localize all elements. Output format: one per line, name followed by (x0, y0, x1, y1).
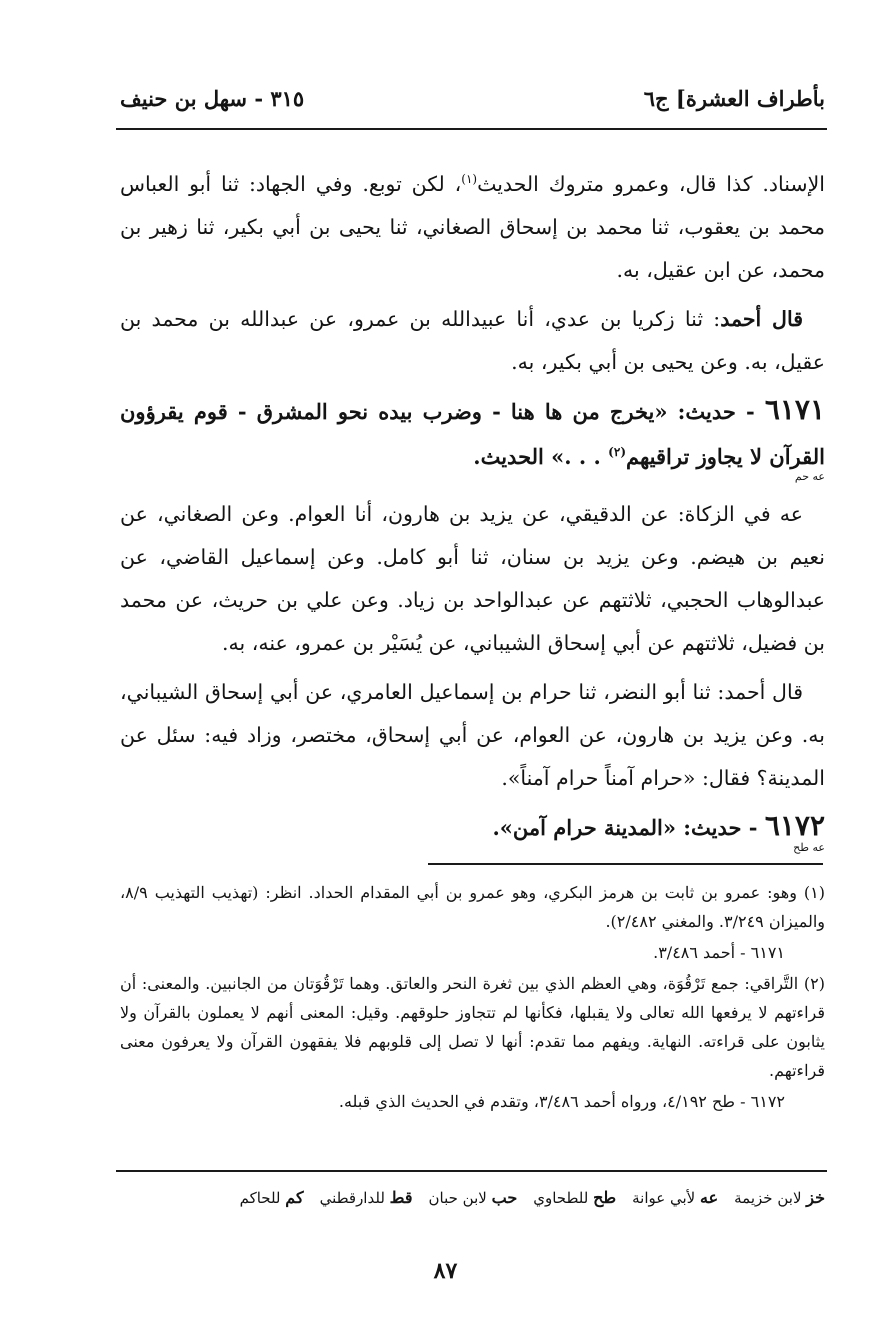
legend-rule (116, 1170, 827, 1172)
footnote-ref-1: (١) (461, 172, 478, 186)
legend-item: طح للطحاوي (533, 1188, 617, 1207)
footnote-ref-2: (٢) (608, 444, 626, 459)
legend-item: عه لأبي عوانة (632, 1188, 719, 1207)
footnote-ref-6171: ٦١٧١ - أحمد ٣/٤٨٦. (653, 943, 785, 962)
header-chapter-title: ٣١٥ - سهل بن حنيف (120, 85, 305, 111)
paragraph-ahmad-2: قال أحمد: ثنا أبو النضر، ثنا حرام بن إسماعيل العامري، عن أبي إسحاق الشيباني، به. وعن يزيد بن هارون، عن العوام، عن أبي إسحاق، مختصر، وزاد فيه: سئل عن المدينة؟ فقال: «حرام آمناً حرام آمناً». (120, 679, 825, 790)
abbreviation-legend (118, 1188, 825, 1207)
footnote-2: (٢) التَّراقي: جمع تَرْقُوَة، وهي العظم الذي بين ثغرة النحر والعاتق. وهما تَرْقُوَتان من الجانبين. والمعنى: أن قراءتهم لا يرفعها الله تعالى ولا يقبلها، فكأنها لم تتجاوز حلوقهم. وقيل: المعنى أنهم لا يعملون بالقرآن ولا يثابون على قراءته. النهاية. ويفهم مما تقدم: أنها لا تصل إلى قلوبهم فلا يفقهون القرآن ولا يعرفون معنى قراءتهم. (120, 974, 825, 1080)
hadith-6171 (120, 390, 825, 483)
hadith-text: - حديث: «المدينة حرام آمن». (492, 814, 758, 840)
hadith-number: ٦١٧١ (764, 392, 825, 426)
hadith-sigla: عه طح (793, 840, 825, 854)
legend-item: حب لابن حبان (428, 1188, 518, 1207)
main-text (120, 158, 825, 864)
footnote-ref-6172: ٦١٧٢ - طح ٤/١٩٢، ورواه أحمد ٣/٤٨٦، وتقدم في الحديث الذي قبله. (338, 1092, 785, 1111)
legend-item: خز لابن خزيمة (734, 1188, 825, 1207)
hadith-6172 (120, 806, 825, 854)
hadith-tail: . . .» الحديث. (473, 443, 601, 469)
footnote-rule (428, 863, 823, 865)
running-header (120, 78, 825, 118)
legend-item: كم للحاكم (239, 1188, 304, 1207)
header-rule (116, 128, 827, 130)
hadith-sigla: عه حم (794, 469, 825, 483)
paragraph-ahmad-1: قال أحمد: ثنا زكريا بن عدي، أنا عبيدالله بن عمرو، عن عبدالله بن محمد بن عقيل، به. وعن يحيى بن أبي بكير، به. (120, 306, 825, 374)
page-number: ٨٧ (433, 1258, 458, 1284)
hadith-text: - حديث: «يخرج من ها هنا - وضرب بيده نحو المشرق - قوم يقرؤون القرآن لا يجاوز تراقيهم (120, 398, 825, 469)
paragraph-isnad: الإسناد. كذا قال، وعمرو متروك الحديث$^{(١)}$، لكن توبع. وفي الجهاد: ثنا أبو العباس محمد بن يعقوب، ثنا محمد بن إسحاق الصغاني، ثنا يحيى بن أبي بكير، ثنا زهير بن محمد، عن ابن عقيل، به. (120, 171, 825, 282)
footnote-1: (١) وهو: عمرو بن ثابت بن هرمز البكري، وهو عمرو بن أبي المقدام الحداد. انظر: (تهذيب التهذيب ٨/٩، والميزان ٣/٢٤٩. والمغني ٢/٤٨٢). (120, 883, 825, 931)
header-book-title: بأطراف العشرة] ج٦ (643, 85, 825, 111)
hadith-number: ٦١٧٢ (764, 808, 825, 842)
paragraph-zakat: عه في الزكاة: عن الدقيقي، عن يزيد بن هارون، أنا العوام. وعن الصغاني، عن نعيم بن هيضم. وعن يزيد بن سنان، ثنا أبو كامل. وعن إسماعيل القاضي، عن عبدالوهاب الحجبي، ثلاثتهم عن عبدالواحد بن زياد. وعن علي بن حريث، عن محمد بن فضيل، ثلاثتهم عن أبي إسحاق الشيباني، عن يُسَيْر بن عمرو، عنه، به. (120, 501, 825, 655)
footnotes (120, 878, 825, 1118)
legend-item: قط للدارقطني (319, 1188, 413, 1207)
